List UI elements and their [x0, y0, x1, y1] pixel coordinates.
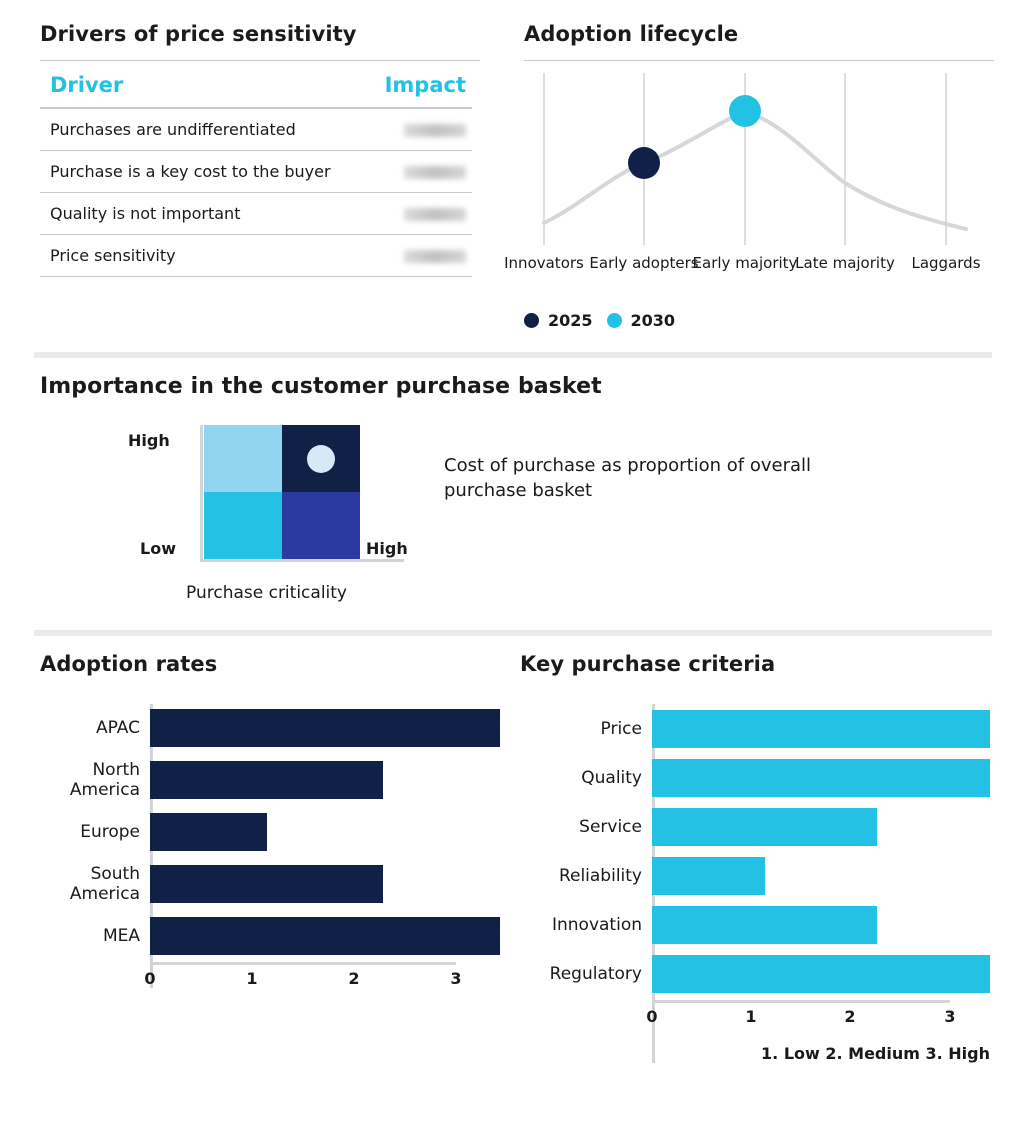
lifecycle-x-labels [504, 254, 986, 301]
bar-fill [150, 917, 500, 955]
bar-fill [150, 865, 383, 903]
table-row [40, 193, 472, 235]
redacted-impact-chip [404, 208, 466, 221]
lifecycle-legend [524, 311, 994, 330]
matrix-y-low-label: Low [140, 539, 176, 558]
legend-item-2025 [524, 311, 593, 330]
x-tick-early-majority: Early majority [692, 254, 798, 272]
bar-category-label: Innovation [551, 914, 642, 935]
x-tick-2: 2 [348, 969, 360, 988]
redacted-impact-chip [404, 250, 466, 263]
bar-track [150, 808, 500, 856]
column-header-driver: Driver [40, 61, 364, 108]
drivers-table [40, 61, 472, 277]
bar-track [150, 704, 500, 752]
adoption-chart [40, 704, 500, 988]
impact-value [364, 193, 472, 235]
section-divider-top [34, 352, 992, 358]
bar-row [520, 900, 990, 949]
drivers-header-row [40, 61, 472, 108]
bar-fill [652, 808, 877, 846]
matrix-cell-high-high [282, 425, 360, 492]
bar-row [40, 808, 500, 856]
column-header-impact: Impact [364, 61, 472, 108]
lifecycle-panel [504, 22, 994, 330]
impact-value [364, 151, 472, 193]
bar-fill [150, 813, 267, 851]
bar-fill [150, 709, 500, 747]
bar-category-label: Regulatory [549, 963, 642, 984]
impact-value [364, 235, 472, 277]
x-tick-1: 1 [246, 969, 258, 988]
x-tick-0: 0 [144, 969, 156, 988]
matrix-y-high-label: High [128, 431, 170, 450]
legend-item-2030 [607, 311, 676, 330]
x-tick-innovators: Innovators [504, 254, 584, 272]
bar-track [652, 900, 990, 949]
lifecycle-title: Adoption lifecycle [524, 22, 739, 46]
legend-label-2025: 2025 [548, 311, 593, 330]
bar-row [520, 949, 990, 998]
x-tick-3: 3 [944, 1007, 956, 1026]
matrix-x-axis-title: Purchase criticality [186, 583, 347, 603]
bar-fill [652, 906, 877, 944]
table-row [40, 235, 472, 277]
table-row [40, 108, 472, 151]
criteria-panel [520, 652, 990, 1063]
legend-swatch-2025 [524, 313, 539, 328]
x-tick-laggards: Laggards [911, 254, 981, 272]
bar-track [652, 851, 990, 900]
driver-label: Purchases are undifferentiated [40, 108, 364, 151]
x-tick-0: 0 [646, 1007, 658, 1026]
legend-swatch-2030 [607, 313, 622, 328]
criteria-title: Key purchase criteria [520, 652, 776, 676]
criteria-x-axis [646, 1000, 956, 1026]
bar-fill [652, 710, 990, 748]
bar-category-label: Service [579, 816, 642, 837]
x-tick-1: 1 [745, 1007, 757, 1026]
bar-track [150, 856, 500, 912]
impact-value [364, 108, 472, 151]
bar-fill [652, 955, 990, 993]
drivers-title: Drivers of price sensitivity [40, 22, 357, 46]
bar-category-label: Reliability [558, 865, 642, 886]
section-divider-bottom [34, 630, 992, 636]
bar-category-label: North America [69, 760, 140, 800]
criteria-chart [520, 704, 990, 1063]
redacted-impact-chip [404, 166, 466, 179]
legend-label-2030: 2030 [630, 311, 676, 330]
x-tick-3: 3 [450, 969, 462, 988]
driver-label: Purchase is a key cost to the buyer [40, 151, 364, 193]
redacted-impact-chip [404, 124, 466, 137]
bar-row [520, 704, 990, 753]
bar-row [520, 851, 990, 900]
matrix-cell-high-low [282, 492, 360, 559]
bar-row [520, 802, 990, 851]
bar-category-label: Quality [581, 767, 642, 788]
bar-row [40, 912, 500, 960]
drivers-panel [40, 22, 480, 277]
bar-track [652, 704, 990, 753]
matrix-x-axis [200, 559, 404, 562]
bar-track [150, 912, 500, 960]
matrix-note: Cost of purchase as proportion of overall purchase basket [444, 455, 812, 501]
matrix-cell-low-high [204, 425, 282, 492]
bar-fill [150, 761, 383, 799]
bar-row [40, 704, 500, 752]
driver-label: Quality is not important [40, 193, 364, 235]
bar-track [150, 752, 500, 808]
adoption-title: Adoption rates [40, 652, 218, 676]
bar-category-label: APAC [96, 718, 140, 738]
lifecycle-svg [524, 73, 986, 253]
bar-fill [652, 857, 765, 895]
drivers-table-body [40, 108, 472, 277]
bar-category-label: Price [600, 718, 642, 739]
table-row [40, 151, 472, 193]
x-tick-2: 2 [844, 1007, 856, 1026]
marker-2030 [729, 95, 761, 127]
matrix-y-axis [200, 425, 203, 559]
adoption-x-axis [144, 962, 462, 988]
bar-row [40, 856, 500, 912]
basket-title: Importance in the customer purchase basket [40, 374, 602, 399]
bar-category-label: MEA [102, 926, 140, 946]
bar-row [40, 752, 500, 808]
basket-panel [40, 374, 990, 625]
adoption-panel [40, 652, 500, 988]
x-tick-late-majority: Late majority [795, 254, 895, 272]
matrix-bubble-marker [307, 445, 335, 473]
bar-track [652, 802, 990, 851]
marker-2025 [628, 147, 660, 179]
bar-track [652, 753, 990, 802]
matrix-cell-low-low [204, 492, 282, 559]
basket-matrix [40, 425, 990, 625]
bar-row [520, 753, 990, 802]
lifecycle-top-rule [524, 60, 994, 61]
matrix-grid [204, 425, 360, 559]
x-tick-early-adopters: Early adopters [589, 254, 699, 272]
bar-track [652, 949, 990, 998]
driver-label: Price sensitivity [40, 235, 364, 277]
bar-category-label: Europe [80, 822, 140, 842]
matrix-x-high-label: High [366, 539, 408, 558]
lifecycle-chart [524, 73, 986, 253]
bar-category-label: South America [69, 864, 140, 904]
bar-fill [652, 759, 990, 797]
criteria-scale-note: 1. Low 2. Medium 3. High [761, 1044, 990, 1063]
